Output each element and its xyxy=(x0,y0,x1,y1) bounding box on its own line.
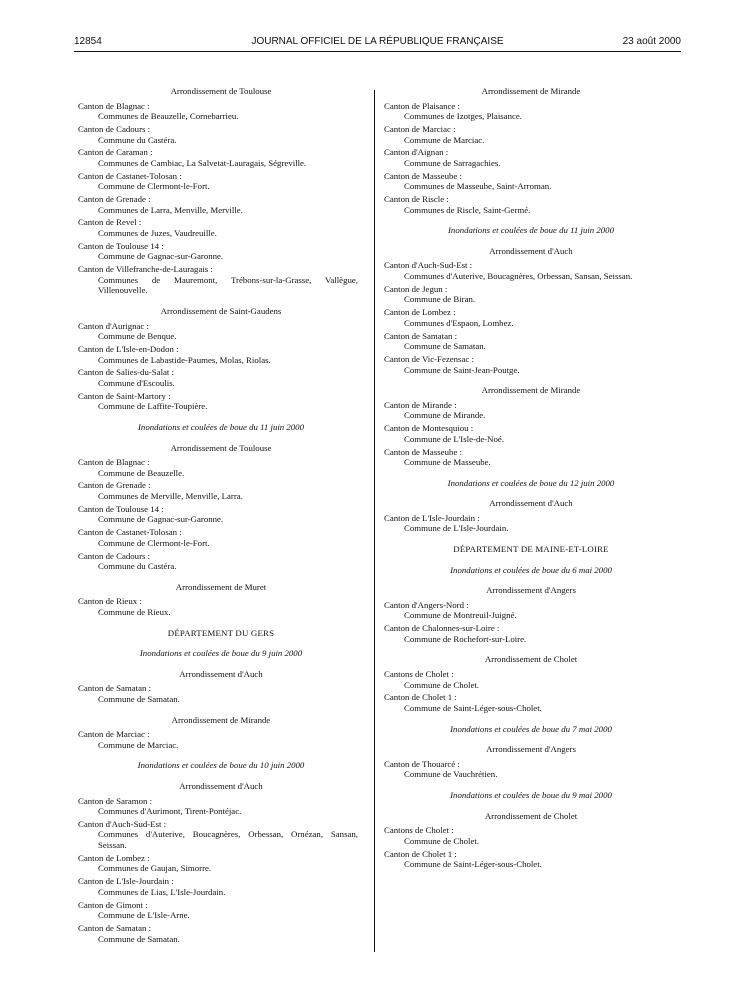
canton-name: Canton d'Angers-Nord : xyxy=(384,599,469,610)
canton-name: Canton de Salies-du-Salat : xyxy=(78,367,175,378)
communes-list: Communes de Cambiac, La Salvetat-Lauragais, Ségreville. xyxy=(98,157,307,168)
canton-entry xyxy=(78,819,364,851)
arrondissement-heading: Arrondissement de Mirande xyxy=(171,714,271,725)
canton-name: Canton de Revel : xyxy=(78,217,142,228)
canton-name: Cantons de Cholet : xyxy=(384,825,454,836)
communes-list: Communes de Gaujan, Simorre. xyxy=(98,863,212,874)
canton-name: Canton de Blagnac : xyxy=(78,100,150,111)
canton-entry xyxy=(78,101,364,122)
canton-name: Canton de Cholet 1 : xyxy=(384,848,457,859)
canton-name: Canton de Toulouse 14 : xyxy=(78,503,164,514)
canton-entry xyxy=(384,284,678,305)
canton-name: Canton de Montesquiou : xyxy=(384,423,474,434)
canton-entry xyxy=(384,171,678,192)
communes-list: Commune de Cholet. xyxy=(404,679,480,690)
canton-entry xyxy=(78,853,364,874)
canton-entry xyxy=(384,194,678,215)
canton-name: Canton de Lombez : xyxy=(384,307,456,318)
communes-list: Commune de Samatan. xyxy=(98,693,180,704)
communes-list: Commune de Saint-Léger-sous-Cholet. xyxy=(404,702,542,713)
arrondissement-heading: Arrondissement de Mirande xyxy=(481,86,581,96)
canton-name: Cantons de Cholet : xyxy=(384,669,454,679)
canton-name: Canton de Marciac : xyxy=(78,729,150,740)
canton-entry xyxy=(384,825,678,846)
canton-name: Canton de Jegun : xyxy=(384,283,448,294)
arrondissement-heading: Arrondissement d'Auch xyxy=(179,780,263,791)
communes-list: Communes de Juzes, Vaudreuille. xyxy=(98,228,217,239)
communes-list: Commune de Saint-Jean-Poutge. xyxy=(404,364,520,375)
arrondissement-heading: Arrondissement de Mirande xyxy=(481,385,581,396)
canton-name: Canton de Rieux : xyxy=(78,596,142,607)
canton-entry xyxy=(78,147,364,168)
canton-name: Canton de L'Isle-en-Dodon : xyxy=(78,343,179,354)
page-header xyxy=(74,36,681,50)
communes-list: Commune de L'Isle-Jourdain. xyxy=(404,523,509,534)
canton-name: Canton de Samatan : xyxy=(78,683,152,694)
communes-list: Communes d'Auterive, Boucagnères, Orbessan, Sansan, Seissan. xyxy=(404,271,633,282)
communes-list: Communes d'Aurimont, Tirent-Pontéjac. xyxy=(98,806,242,817)
canton-name: Canton d'Auch-Sud-Est : xyxy=(384,260,473,271)
right-column xyxy=(384,86,678,872)
canton-entry xyxy=(78,241,364,262)
canton-entry xyxy=(78,796,364,817)
communes-list: Commune de Clermont-le-Fort. xyxy=(98,181,210,192)
canton-entry xyxy=(384,331,678,352)
arrondissement-heading: Arrondissement de Toulouse xyxy=(170,442,272,453)
canton-entry xyxy=(384,260,678,281)
event-heading: Inondations et coulées de boue du 7 mai 2000 xyxy=(450,723,612,734)
event-heading: Inondations et coulées de boue du 9 mai 2000 xyxy=(450,789,612,800)
communes-list: Commune de Gagnac-sur-Garonne. xyxy=(98,514,224,525)
canton-entry xyxy=(78,480,364,501)
arrondissement-heading: Arrondissement de Cholet xyxy=(484,654,578,665)
canton-entry xyxy=(384,101,678,122)
communes-list: Commune de Samatan. xyxy=(98,933,180,944)
canton-name: Canton de Masseube : xyxy=(384,446,462,457)
arrondissement-heading: Arrondissement de Saint-Gaudens xyxy=(160,306,282,316)
canton-entry xyxy=(384,600,678,621)
arrondissement-heading: Arrondissement de Cholet xyxy=(484,810,578,821)
canton-name: Canton d'Aignan : xyxy=(384,147,449,158)
canton-name: Canton de Castanet-Tolosan : xyxy=(78,170,182,181)
canton-entry xyxy=(384,124,678,145)
canton-name: Canton de Vic-Fezensac : xyxy=(384,353,474,364)
communes-list: Commune de Gagnac-sur-Garonne. xyxy=(98,251,224,262)
communes-list: Commune de Biran. xyxy=(404,294,476,305)
communes-list: Commune de Samatan. xyxy=(404,341,486,352)
canton-name: Canton de Mirande : xyxy=(384,399,457,410)
communes-list: Commune de L'Isle-Arne. xyxy=(98,910,190,921)
canton-entry xyxy=(78,171,364,192)
canton-entry xyxy=(78,504,364,525)
canton-entry xyxy=(384,354,678,375)
canton-entry xyxy=(384,692,678,713)
canton-entry xyxy=(78,900,364,921)
canton-entry xyxy=(384,849,678,870)
communes-list: Commune de Mirande. xyxy=(404,410,486,421)
arrondissement-heading: Arrondissement de Toulouse xyxy=(170,86,272,96)
communes-list: Communes d'Auterive, Boucagnères, Orbessan, Ornézan, Sansan, Seissan. xyxy=(98,829,358,851)
communes-list: Commune de Masseube. xyxy=(404,457,491,468)
communes-list: Commune de Laffite-Toupière. xyxy=(98,401,208,412)
canton-entry xyxy=(78,527,364,548)
communes-list: Commune de Saint-Léger-sous-Cholet. xyxy=(404,859,542,870)
event-heading: Inondations et coulées de boue du 10 juin 2000 xyxy=(137,760,305,771)
header-rule xyxy=(74,51,681,52)
communes-list: Communes de Labastide-Paumes, Molas, Riolas. xyxy=(98,354,271,365)
canton-entry xyxy=(78,264,364,296)
canton-entry xyxy=(78,876,364,897)
event-heading: Inondations et coulées de boue du 6 mai 2000 xyxy=(450,564,612,575)
canton-name: Canton de Cadours : xyxy=(78,550,151,561)
canton-entry xyxy=(78,457,364,478)
arrondissement-heading: Arrondissement d'Angers xyxy=(486,744,576,755)
canton-entry xyxy=(384,447,678,468)
event-heading: Inondations et coulées de boue du 11 juin 2000 xyxy=(138,421,304,432)
canton-entry xyxy=(78,217,364,238)
canton-name: Canton de Saramon : xyxy=(78,795,153,806)
journal-title: JOURNAL OFFICIEL DE LA RÉPUBLIQUE FRANÇAISE xyxy=(251,36,504,47)
canton-entry xyxy=(384,623,678,644)
canton-entry xyxy=(78,683,364,704)
canton-entry xyxy=(78,367,364,388)
canton-name: Canton de Toulouse 14 : xyxy=(78,240,164,251)
canton-entry xyxy=(78,124,364,145)
communes-list: Commune d'Escoulis. xyxy=(98,377,175,388)
canton-name: Canton de Samatan : xyxy=(78,922,152,933)
canton-entry xyxy=(384,307,678,328)
canton-name: Canton d'Aurignac : xyxy=(78,320,149,331)
event-heading: Inondations et coulées de boue du 11 juin 2000 xyxy=(448,225,614,236)
communes-list: Commune de Clermont-le-Fort. xyxy=(98,537,210,548)
canton-name: Canton d'Auch-Sud-Est : xyxy=(78,818,167,829)
canton-entry xyxy=(384,400,678,421)
canton-name: Canton de Cholet 1 : xyxy=(384,692,457,703)
communes-list: Commune de Vauchrétien. xyxy=(404,769,498,780)
canton-entry xyxy=(384,759,678,780)
canton-entry xyxy=(78,344,364,365)
event-heading: Inondations et coulées de boue du 12 juin 2000 xyxy=(447,477,615,488)
canton-entry xyxy=(78,596,364,617)
communes-list: Commune du Castéra. xyxy=(98,561,177,572)
communes-list: Commune de Cholet. xyxy=(404,835,480,846)
canton-entry xyxy=(78,194,364,215)
arrondissement-heading: Arrondissement d'Auch xyxy=(489,498,573,509)
issue-date: 23 août 2000 xyxy=(622,36,681,47)
page-number: 12854 xyxy=(74,36,102,47)
canton-name: Canton de Blagnac : xyxy=(78,457,150,468)
arrondissement-heading: Arrondissement d'Auch xyxy=(179,668,263,679)
communes-list: Communes d'Espaon, Lombez. xyxy=(404,317,514,328)
canton-entry xyxy=(384,513,678,534)
arrondissement-heading: Arrondissement de Muret xyxy=(175,581,267,592)
event-heading: Inondations et coulées de boue du 9 juin 2000 xyxy=(139,648,303,659)
canton-entry xyxy=(384,423,678,444)
canton-name: Canton de Saint-Martory : xyxy=(78,390,171,401)
arrondissement-heading: Arrondissement d'Angers xyxy=(486,585,576,596)
canton-name: Canton de Gimont : xyxy=(78,899,148,910)
column-divider xyxy=(374,90,375,952)
department-heading: DÉPARTEMENT DE MAINE-ET-LOIRE xyxy=(453,544,609,555)
canton-name: Canton de Villefranche-de-Lauragais : xyxy=(78,264,213,275)
canton-entry xyxy=(78,551,364,572)
communes-list: Communes de Lias, L'Isle-Jourdain. xyxy=(98,886,226,897)
canton-name: Canton de Grenade : xyxy=(78,480,151,491)
canton-name: Canton de Grenade : xyxy=(78,194,151,205)
communes-list: Communes de Beauzelle, Cornebarrieu. xyxy=(98,111,239,122)
canton-name: Canton de Masseube : xyxy=(384,170,462,181)
canton-entry xyxy=(384,669,678,690)
canton-name: Canton de Cadours : xyxy=(78,123,151,134)
canton-name: Canton de Samatan : xyxy=(384,330,458,341)
department-heading: DÉPARTEMENT DU GERS xyxy=(167,627,275,638)
left-column xyxy=(78,86,364,946)
communes-list: Commune de Montreuil-Juigné. xyxy=(404,610,517,621)
communes-list: Communes de Merville, Menville, Larra. xyxy=(98,491,243,502)
communes-list: Commune de Marciac. xyxy=(98,739,179,750)
communes-list: Commune de Beauzelle. xyxy=(98,467,185,478)
canton-name: Canton de Marciac : xyxy=(384,123,456,134)
communes-list: Commune de Sarragachies. xyxy=(404,157,501,168)
canton-entry xyxy=(78,729,364,750)
communes-list: Commune de L'Isle-de-Noé. xyxy=(404,433,505,444)
canton-name: Canton de Plaisance : xyxy=(384,100,460,111)
canton-name: Canton de Castanet-Tolosan : xyxy=(78,527,182,538)
canton-name: Canton de Lombez : xyxy=(78,852,150,863)
canton-name: Canton de Caraman : xyxy=(78,147,153,158)
communes-list: Communes de Larra, Menville, Merville. xyxy=(98,204,243,215)
canton-entry xyxy=(78,923,364,944)
communes-list: Commune de Benque. xyxy=(98,331,177,342)
communes-list: Communes de Mauremont, Trébons-sur-la-Grasse, Vallègue, Villenouvelle. xyxy=(98,274,358,296)
canton-name: Canton de Thouarcé : xyxy=(384,758,460,769)
canton-entry xyxy=(384,147,678,168)
canton-entry xyxy=(78,321,364,342)
communes-list: Commune de Rieux. xyxy=(98,606,171,617)
communes-list: Commune de Rochefort-sur-Loire. xyxy=(404,633,527,644)
communes-list: Commune de Marciac. xyxy=(404,134,485,145)
canton-name: Canton de Chalonnes-sur-Loire : xyxy=(384,623,500,634)
canton-name: Canton de L'Isle-Jourdain : xyxy=(384,512,480,523)
communes-list: Communes de Riscle, Saint-Germé. xyxy=(404,204,531,215)
communes-list: Communes de Izotges, Plaisance. xyxy=(404,111,522,122)
arrondissement-heading: Arrondissement d'Auch xyxy=(489,245,573,256)
canton-entry xyxy=(78,391,364,412)
communes-list: Communes de Masseube, Saint-Arroman. xyxy=(404,181,552,192)
communes-list: Commune du Castéra. xyxy=(98,134,177,145)
canton-name: Canton de L'Isle-Jourdain : xyxy=(78,876,174,887)
canton-name: Canton de Riscle : xyxy=(384,194,449,205)
